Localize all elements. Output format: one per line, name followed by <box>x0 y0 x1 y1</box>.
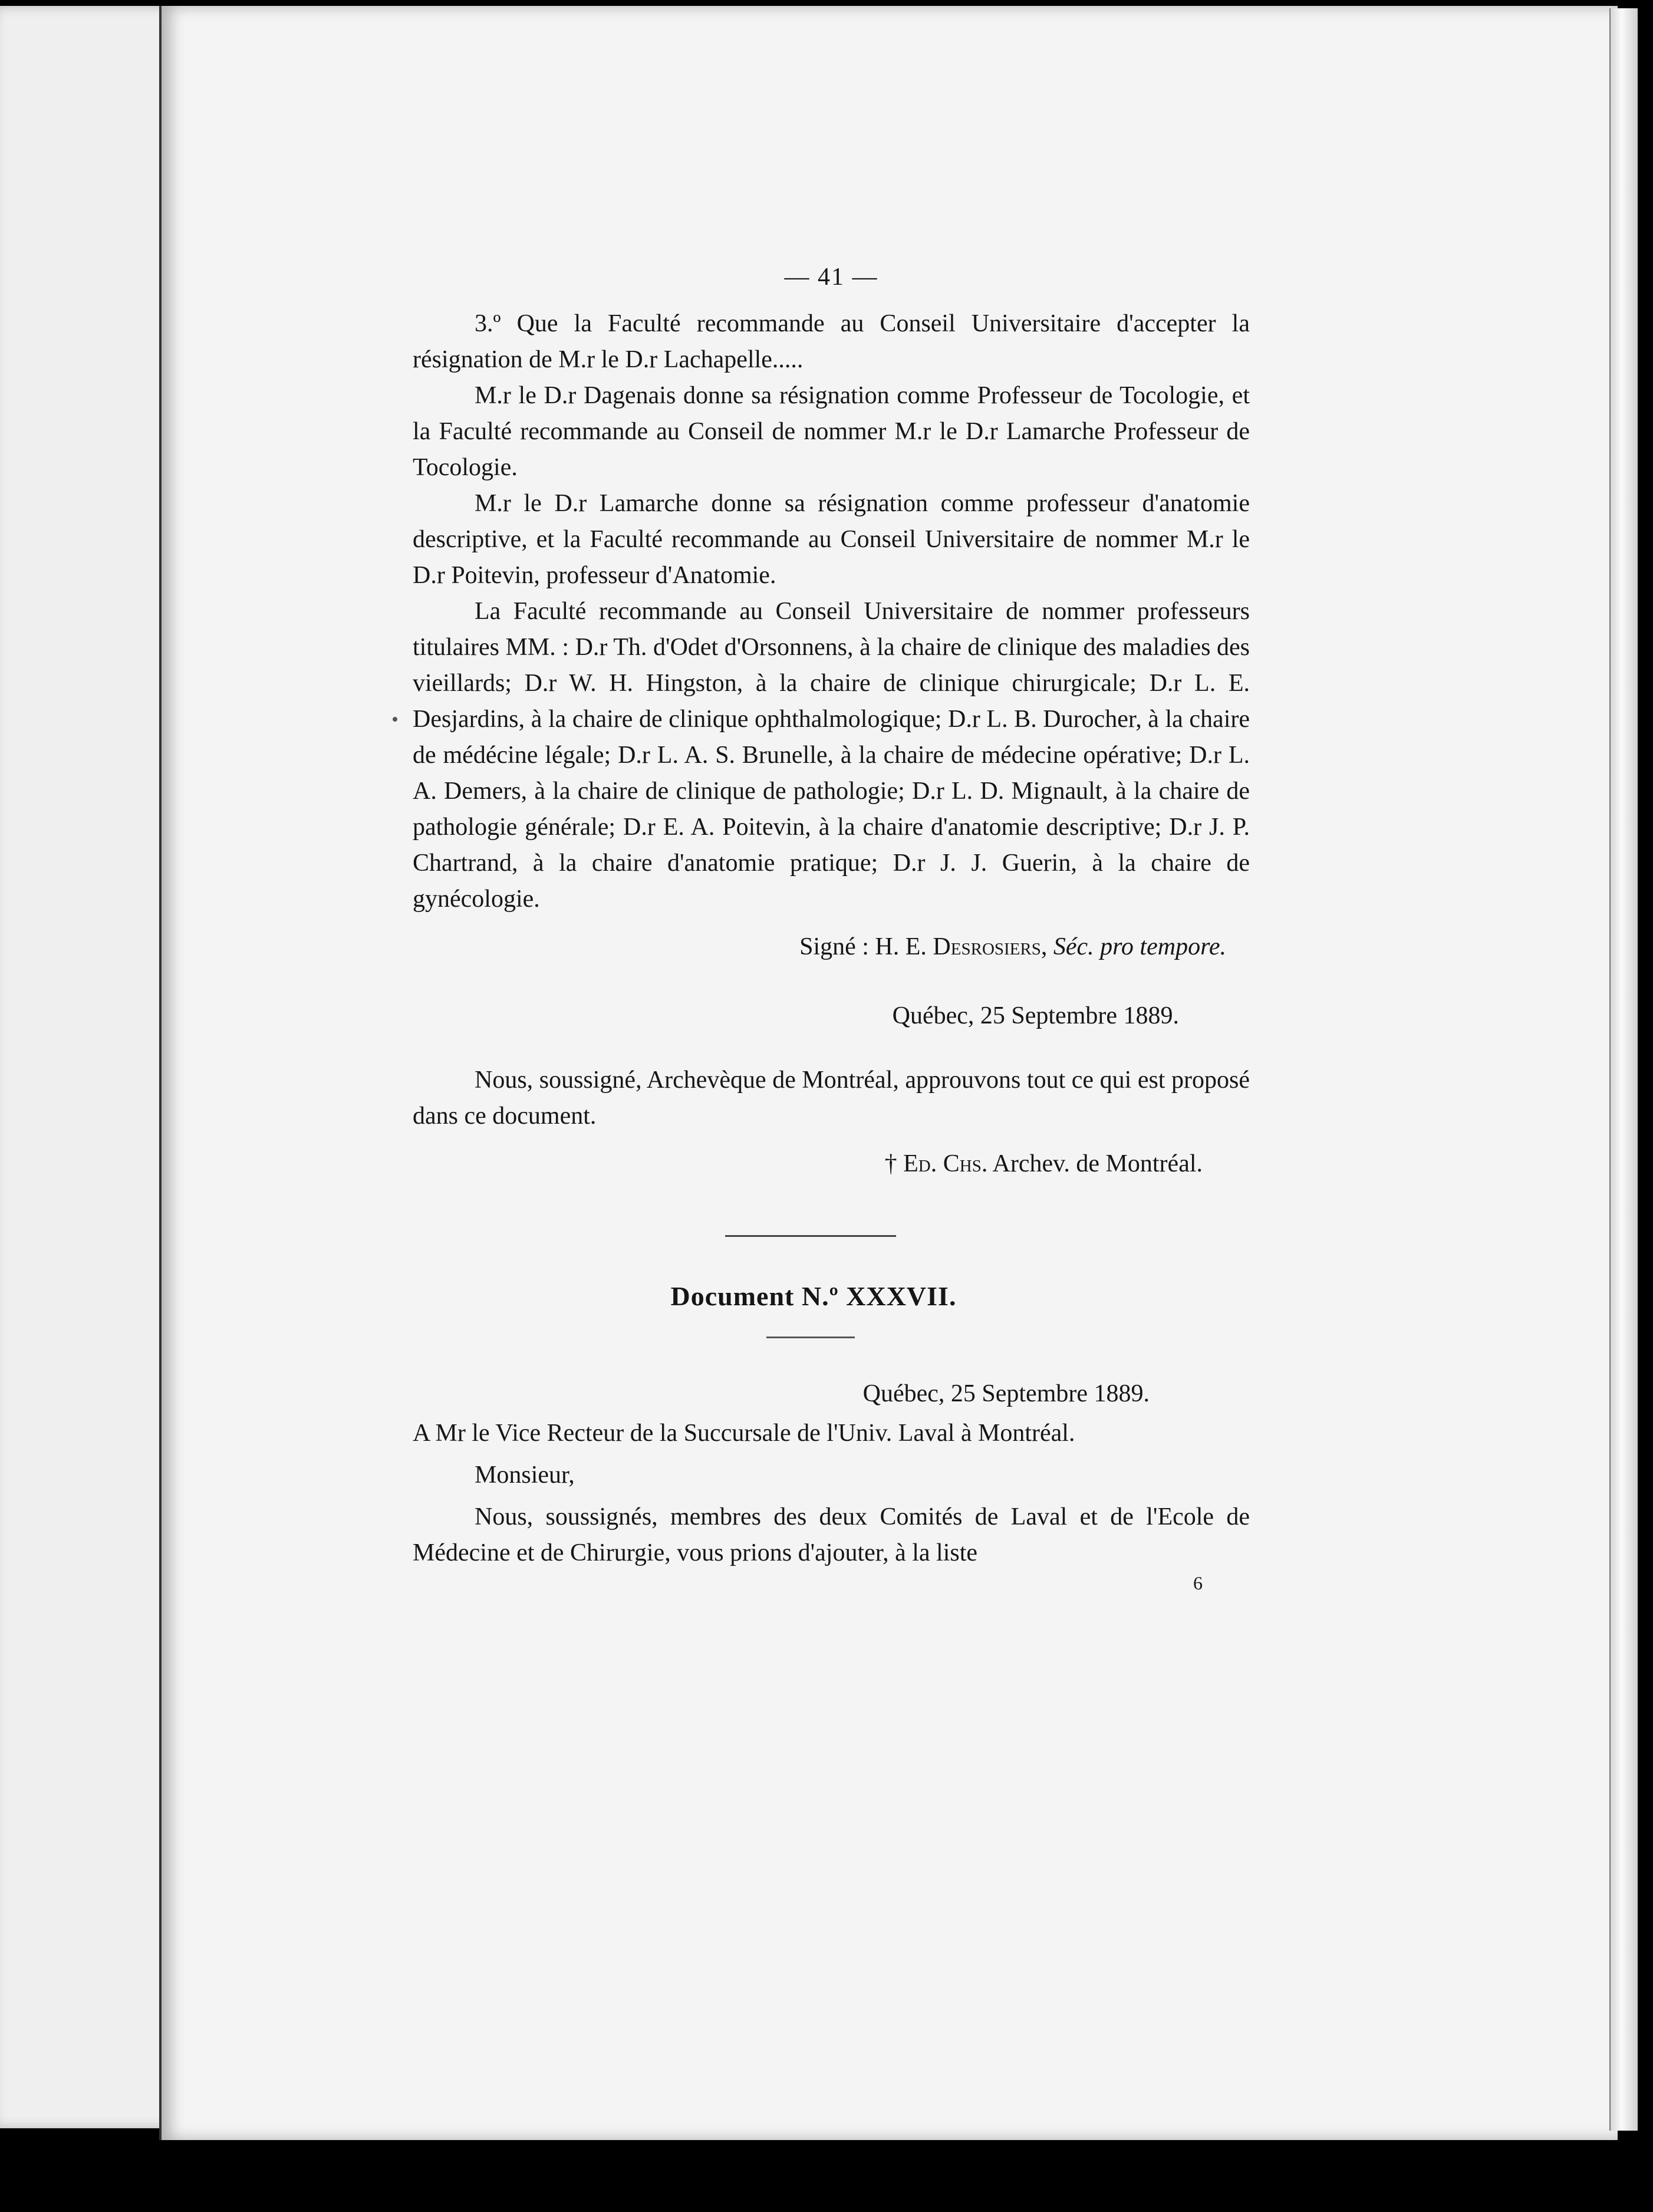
paragraph-2: M.r le D.r Dagenais donne sa résignation comme Professeur de Tocologie, et la Faculté recommande au Conseil de nommer M.r le D.r Lamarche Professeur de Tocologie. <box>413 382 1250 481</box>
signature-secretary <box>413 929 1250 965</box>
signature-rest: Archev. de Montréal. <box>992 1150 1203 1177</box>
paragraph-4: La Faculté recommande au Conseil Universitaire de nommer professeurs titulaires MM. : D.r Th. d'Odet d'Orsonnens, à la chaire de clinique des maladies des vieillards; D.r W. H. Hingston, à la chaire de clinique chirurgicale; D.r L. E. Desjardins, à la chaire de clinique ophthalmologique; D.r L. B. Durocher, à la chaire de médécine légale; D.r L. A. S. Brunelle, à la chaire de médecine opérative; D.r L. A. Demers, à la chaire de clinique de pathologie; D.r L. D. Mignault, à la chaire de pathologie générale; D.r E. A. Poitevin, à la chaire d'anatomie descriptive; D.r J. P. Chartrand, à la chaire d'anatomie pratique; D.r J. J. Guerin, à la chaire de gynécologie. <box>413 598 1250 913</box>
signature-prefix: † Ed. Chs. <box>884 1150 988 1177</box>
margin-mark <box>393 717 397 722</box>
letter-salutation: Monsieur, <box>475 1462 575 1489</box>
signature-prefix: Signé : H. E. <box>799 933 927 960</box>
page-text <box>413 259 1250 1595</box>
section-divider <box>725 1235 896 1237</box>
signature-name: Desrosiers, <box>933 933 1048 960</box>
heading-underline <box>766 1337 855 1338</box>
signature-archbishop <box>413 1146 1250 1182</box>
paragraph-1: 3.º Que la Faculté recommande au Conseil Universitaire d'accepter la résignation de M.r le D.r Lachapelle..... <box>413 310 1250 373</box>
approval-paragraph: Nous, soussigné, Archevèque de Montréal, approuvons tout ce qui est proposé dans ce document. <box>413 1066 1250 1130</box>
page-edge <box>1609 8 1638 2131</box>
place-date-1: Québec, 25 Septembre 1889. <box>892 1002 1179 1029</box>
signature-title: Séc. pro tempore. <box>1053 933 1226 960</box>
paragraph-3: M.r le D.r Lamarche donne sa résignation comme professeur d'anatomie descriptive, et la Faculté recommande au Conseil Universitaire de nommer M.r le D.r Poitevin, professeur d'Anatomie. <box>413 490 1250 589</box>
place-date-2: Québec, 25 Septembre 1889. <box>862 1380 1150 1407</box>
document-heading: Document N.º XXXVII. <box>670 1281 957 1311</box>
letter-address: A Mr le Vice Recteur de la Succursale de l'Univ. Laval à Montréal. <box>413 1420 1075 1447</box>
letter-body: Nous, soussignés, membres des deux Comités de Laval et de l'Ecole de Médecine et de Chirurgie, vous prions d'ajouter, à la liste <box>413 1503 1250 1566</box>
signature-mark: 6 <box>1193 1572 1203 1594</box>
page-number: — 41 — <box>784 264 878 291</box>
